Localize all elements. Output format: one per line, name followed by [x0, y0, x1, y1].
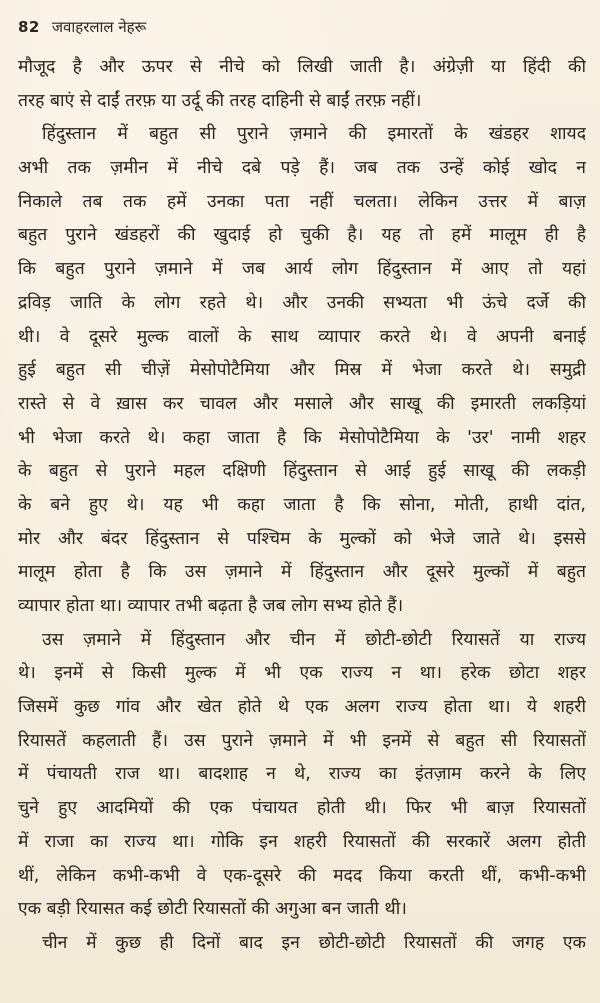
- text-line: तरह बाएं से दाईं तरफ़ या उर्दू की तरह दाहिनी से बाईं तरफ़ नहीं।: [18, 90, 422, 111]
- text-line: हिंदुस्तान में बहुत सी पुराने ज़माने की इमारतों के खंडहर शायद: [42, 124, 586, 145]
- text-line: रियासतें कहलाती हैं। उस पुराने ज़माने में भी इनमें से बहुत सी रियासतों: [18, 730, 586, 751]
- text-line: मालूम होता है कि उस ज़माने में हिंदुस्तान और दूसरे मुल्कों में बहुत: [18, 562, 586, 583]
- text-line: द्रविड़ जाति के लोग रहते थे। और उनकी सभ्यता भी ऊंचे दर्जे की: [18, 292, 586, 313]
- text-line: निकाले तब तक हमें उनका पता नहीं चलता। लेकिन उत्तर में बाज़: [18, 191, 586, 212]
- page-number: 82: [18, 18, 40, 36]
- text-line: थीं, लेकिन कभी-कभी वे एक-दूसरे की मदद किया करती थीं, कभी-कभी: [18, 865, 586, 886]
- text-line: एक बड़ी रियासत कई छोटी रियासतों की अगुआ बन जाती थी।: [18, 899, 407, 920]
- text-line: में पंचायती राज था। बादशाह न थे, राज्य का इंतज़ाम करने के लिए: [18, 764, 586, 785]
- text-line: कि बहुत पुराने ज़माने में जब आर्य लोग हिंदुस्तान में आए तो यहां: [18, 259, 586, 280]
- text-line: मौजूद है और ऊपर से नीचे को लिखी जाती है। अंग्रेज़ी या हिंदी की: [18, 57, 586, 77]
- text-line: उस ज़माने में हिंदुस्तान और चीन में छोटी-छोटी रियासतें या राज्य: [42, 629, 586, 650]
- running-title: जवाहरलाल नेहरू: [51, 18, 147, 36]
- text-line: चुने हुए आदमियों की एक पंचायत होती थी। फिर भी बाज़ रियासतों: [18, 798, 586, 819]
- text-line: चीन में कुछ ही दिनों बाद इन छोटी-छोटी रियासतों की जगह एक: [42, 932, 586, 953]
- text-line: अभी तक ज़मीन में नीचे दबे पड़े हैं। जब तक उन्हें कोई खोद न: [18, 158, 586, 179]
- text-line: में राजा का राज्य था। गोकि इन शहरी रियासतों की सरकारें अलग होती: [18, 831, 586, 852]
- text-line: रास्ते से वे ख़ास कर चावल और मसाले और साखू की इमारती लकड़ियां: [18, 393, 586, 414]
- text-line: भी भेजा करते थे। कहा जाता है कि मेसोपोटैमिया के 'उर' नामी शहर: [18, 427, 586, 448]
- text-line: थे। इनमें से किसी मुल्क में भी एक राज्य न था। हरेक छोटा शहर: [18, 663, 586, 684]
- text-line: व्यापार होता था। व्यापार तभी बढ़ता है जब लोग सभ्य होते हैं।: [18, 596, 404, 616]
- text-line: हुई बहुत सी चीज़ें मेसोपोटैमिया और मिस्र में भेजा करते थे। समुद्री: [18, 360, 586, 381]
- text-line: बहुत पुराने खंडहरों की खुदाई हो चुकी है। यह तो हमें मालूम ही है: [18, 225, 586, 246]
- text-line: के बने हुए थे। यह भी कहा जाता है कि सोना, मोती, हाथी दांत,: [18, 494, 586, 515]
- body-text: [18, 51, 586, 961]
- page-header: [18, 14, 146, 40]
- text-line: के बहुत से पुराने महल दक्षिणी हिंदुस्तान से आई हुई साखू की लकड़ी: [18, 461, 586, 482]
- text-line: थी। वे दूसरे मुल्क वालों के साथ व्यापार करते थे। वे अपनी बनाई: [18, 326, 586, 347]
- text-line: जिसमें कुछ गांव और खेत होते थे एक अलग राज्य होता था। ये शहरी: [18, 697, 586, 718]
- text-line: मोर और बंदर हिंदुस्तान से पश्चिम के मुल्कों को भेजे जाते थे। इससे: [18, 528, 586, 549]
